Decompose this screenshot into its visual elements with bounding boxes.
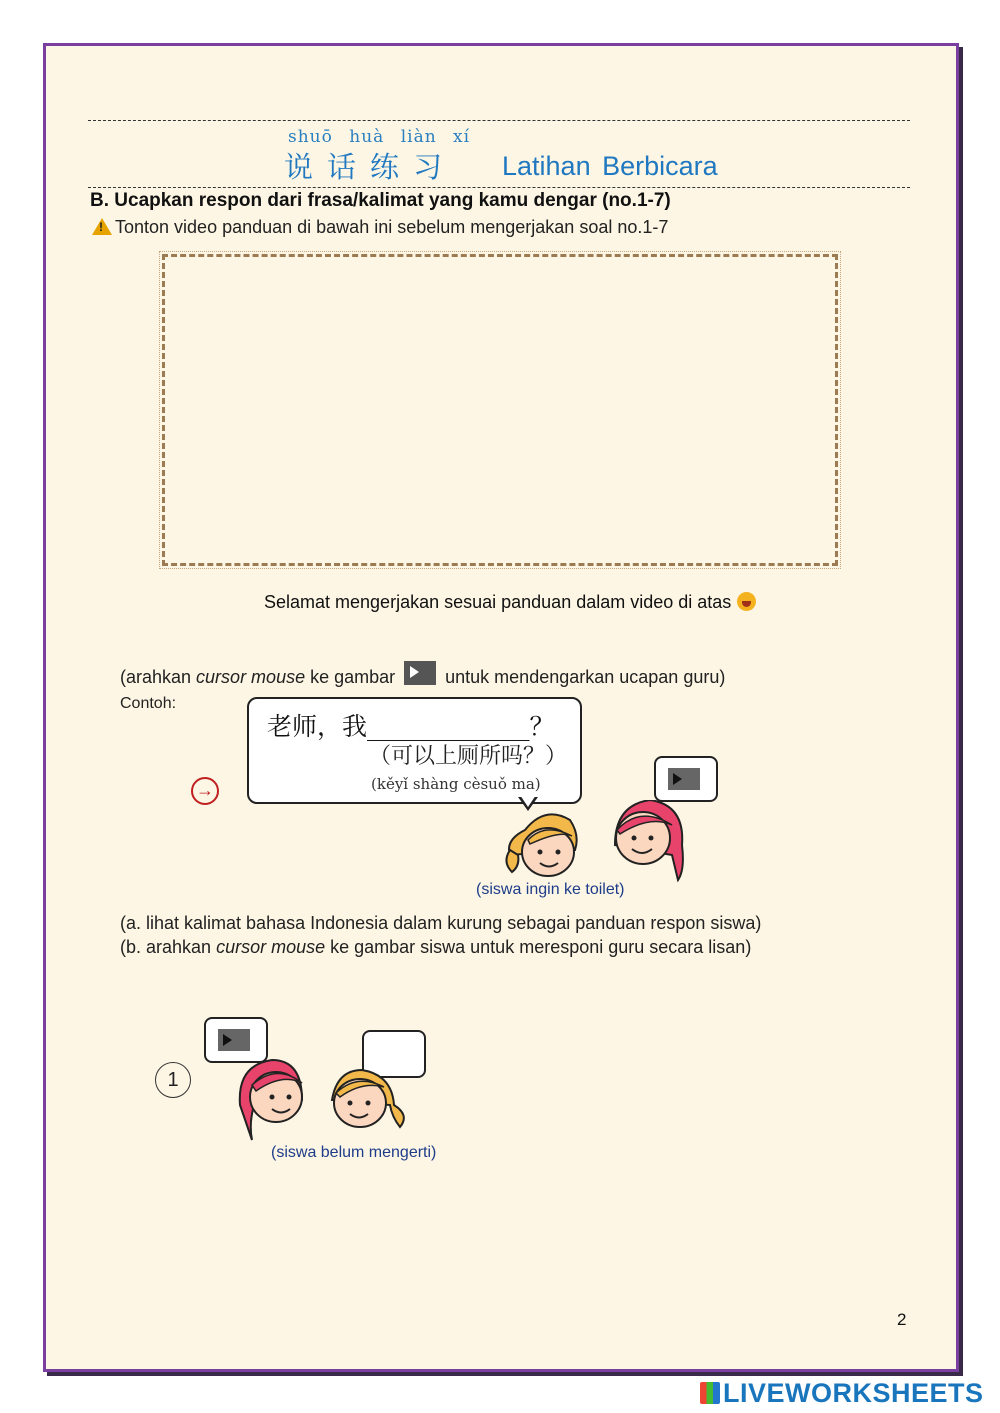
title-pinyin: shuō huà liàn xí <box>288 127 471 147</box>
question-number: 1 <box>155 1062 191 1098</box>
play-icon <box>668 768 700 790</box>
teacher-audio-button[interactable] <box>654 756 718 802</box>
question1-caption: (siswa belum mengerti) <box>271 1144 437 1161</box>
note-b-part: (b. arahkan <box>120 937 217 957</box>
bubble-hint-hanzi: （可以上厕所吗？） <box>369 744 568 769</box>
note-a: (a. lihat kalimat bahasa Indonesia dalam kurung sebagai panduan respon siswa) <box>120 913 762 933</box>
brand-name: LIVEWORKSHEETS <box>723 1378 984 1408</box>
instruction-italic: cursor mouse <box>196 667 306 687</box>
smiley-icon <box>737 592 756 611</box>
page-number: 2 <box>897 1310 907 1329</box>
warning-icon <box>92 218 112 235</box>
instruction-part: (arahkan <box>120 667 197 687</box>
teacher-speech-bubble <box>247 697 582 804</box>
example-students-illustration[interactable] <box>500 800 690 890</box>
note-b <box>120 937 751 958</box>
play-icon <box>404 661 436 685</box>
instruction-part: untuk mendengarkan ucapan guru) <box>440 667 726 687</box>
congrats-label: Selamat mengerjakan sesuai panduan dalam video di atas <box>264 592 732 612</box>
video-player[interactable] <box>162 254 838 566</box>
example-label: Contoh: <box>120 695 177 712</box>
congrats-text <box>264 589 756 613</box>
note-b-italic: cursor mouse <box>216 937 326 957</box>
divider-bottom <box>88 187 910 188</box>
eye <box>287 1095 292 1100</box>
instruction-line <box>120 661 725 688</box>
liveworksheets-logo-icon <box>700 1382 720 1404</box>
note-b-part: ke gambar siswa untuk meresponi guru secara lisan) <box>325 937 752 957</box>
bubble-sentence: 老师，我_____________？ <box>267 712 555 741</box>
arrow-right-icon: → <box>191 777 219 805</box>
eye <box>632 836 637 841</box>
instruction-part: ke gambar <box>305 667 401 687</box>
video-note <box>92 216 668 238</box>
blonde-ponytail <box>506 850 518 872</box>
eye <box>538 850 543 855</box>
example-caption: (siswa ingin ke toilet) <box>476 881 625 898</box>
title-latin: Latihan Berbicara <box>502 151 718 181</box>
eye <box>366 1101 371 1106</box>
section-heading: B. Ucapkan respon dari frasa/kalimat yang kamu dengar (no.1-7) <box>90 190 671 211</box>
eye <box>556 850 561 855</box>
eye <box>649 836 654 841</box>
play-icon <box>218 1029 250 1051</box>
video-note-text: Tonton video panduan di bawah ini sebelum mengerjakan soal no.1-7 <box>115 217 669 237</box>
brand-logo[interactable] <box>700 1378 984 1409</box>
title-hanzi: 说话练习 <box>284 150 457 184</box>
eye <box>348 1101 353 1106</box>
eye <box>270 1095 275 1100</box>
bubble-hint-pinyin: (kěyǐ shàng cèsuǒ ma) <box>371 775 541 793</box>
divider-top <box>88 120 910 121</box>
question1-illustration[interactable] <box>232 1055 422 1147</box>
